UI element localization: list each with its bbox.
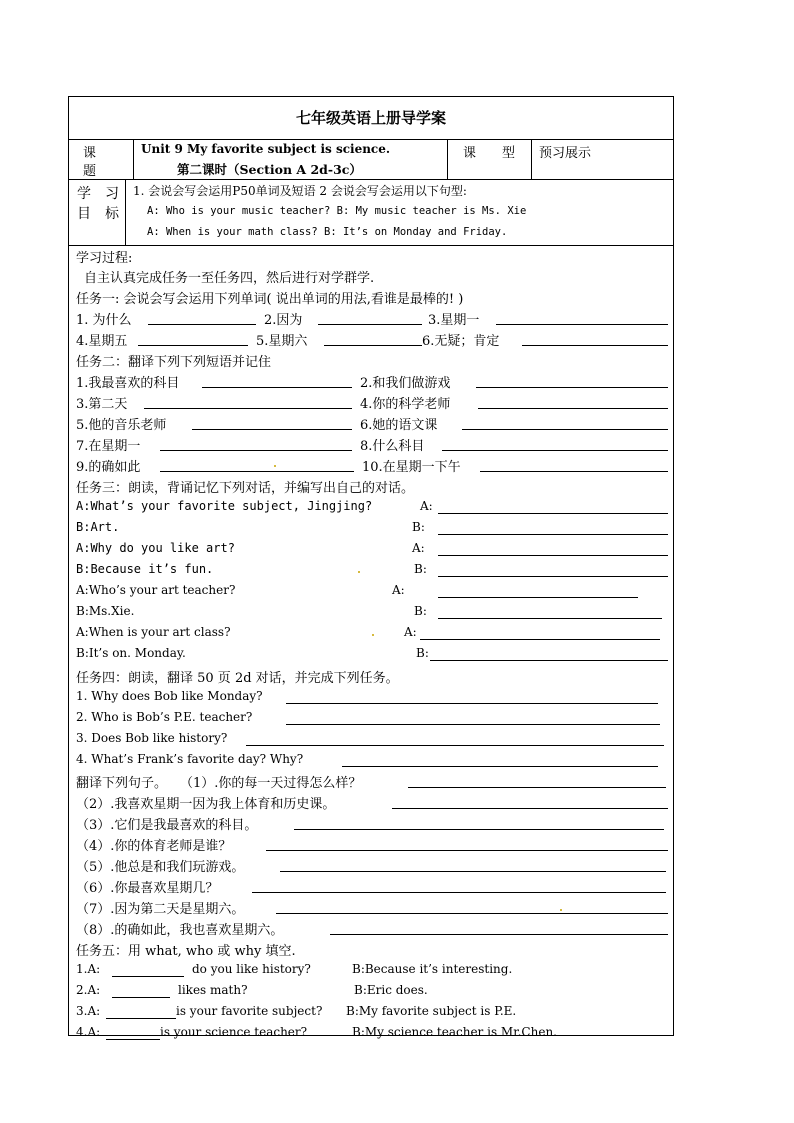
task4-answer-1[interactable] xyxy=(286,703,658,704)
task1-item-2: 2.因为 xyxy=(264,313,303,328)
task4-heading: 任务四：朗读，翻译 50 页 2d 对话，并完成下列任务。 xyxy=(76,671,399,686)
task5-row-1-answer: B:Because it’s interesting. xyxy=(352,962,513,976)
dialog-line-6: B:Ms.Xie. xyxy=(76,604,135,618)
task5-row-2-question: likes math? xyxy=(178,983,248,997)
goal-row xyxy=(69,179,673,246)
task2-blank-7[interactable] xyxy=(160,450,352,451)
task4-question-2: 2. Who is Bob’s P.E. teacher? xyxy=(76,710,253,724)
dialog-line-1: A:What’s your favorite subject, Jingjing? xyxy=(76,499,373,513)
translate-sentence-6: （6）.你最喜欢星期几？ xyxy=(76,881,219,896)
translate-answer-1[interactable] xyxy=(408,787,666,788)
task2-item-6: 6.她的语文课 xyxy=(360,418,438,433)
task2-item-3: 3.第二天 xyxy=(76,397,128,412)
task2-blank-10[interactable] xyxy=(480,471,668,472)
task4-answer-2[interactable] xyxy=(286,724,660,725)
task1-item-6: 6.无疑；肯定 xyxy=(422,334,500,349)
topic-row xyxy=(69,139,673,180)
task5-row-4-answer: B:My science teacher is Mr.Chen. xyxy=(352,1025,557,1039)
dialog-answer-label-2: B: xyxy=(412,520,425,534)
task2-item-9: 9.的确如此 xyxy=(76,460,141,475)
dialog-answer-label-5: A: xyxy=(392,583,405,597)
page-title: 七年级英语上册导学案 xyxy=(295,109,446,127)
task1-blank-1[interactable] xyxy=(148,324,256,325)
task1-blank-2[interactable] xyxy=(318,324,422,325)
dialog-line-5: A:Who’s your art teacher? xyxy=(76,583,236,597)
task1-item-5: 5.星期六 xyxy=(256,334,308,349)
translate-answer-5[interactable] xyxy=(280,871,666,872)
task2-blank-4[interactable] xyxy=(478,408,668,409)
dialog-line-2: B:Art. xyxy=(76,520,120,534)
task4-answer-3[interactable] xyxy=(246,745,664,746)
task1-item-4: 4.星期五 xyxy=(76,334,128,349)
goal-line-1: 1. 会说会写会运用P50单词及短语 2 会说会写会运用以下句型: xyxy=(133,184,467,198)
translate-sentence-1: （1）.你的每一天过得怎么样？ xyxy=(180,776,362,791)
translate-sentence-4: （4）.你的体育老师是谁？ xyxy=(76,839,232,854)
translate-answer-7[interactable] xyxy=(276,913,668,914)
worksheet xyxy=(68,96,674,1039)
dialog-answer-blank-6[interactable] xyxy=(438,618,662,619)
task2-item-1: 1.我最喜欢的科目 xyxy=(76,376,180,391)
task2-item-2: 2.和我们做游戏 xyxy=(360,376,451,391)
task1-blank-5[interactable] xyxy=(324,345,422,346)
task5-blank-3[interactable] xyxy=(106,1018,176,1019)
dialog-answer-label-7: A: xyxy=(404,625,417,639)
task2-blank-2[interactable] xyxy=(476,387,668,388)
task1-heading: 任务一: 会说会写会运用下列单词( 说出单词的用法,看谁是最棒的! ) xyxy=(76,292,464,307)
task2-item-7: 7.在星期一 xyxy=(76,439,141,454)
goal-label-2: 目 标 xyxy=(77,206,119,222)
task2-item-4: 4.你的科学老师 xyxy=(360,397,451,412)
translate-answer-4[interactable] xyxy=(266,850,668,851)
dialog-line-7: A:When is your art class? xyxy=(76,625,231,639)
translate-sentence-8: （8）.的确如此，我也喜欢星期六。 xyxy=(76,923,284,938)
translate-sentence-2: （2）.我喜欢星期一因为我上体育和历史课。 xyxy=(76,797,336,812)
dialog-answer-label-3: A: xyxy=(412,541,425,555)
translate-answer-2[interactable] xyxy=(392,808,668,809)
topic-label-1: 课 xyxy=(83,146,97,161)
task5-blank-4[interactable] xyxy=(106,1039,160,1040)
task5-row-4-question: is your science teacher? xyxy=(160,1025,308,1039)
translate-heading: 翻译下列句子。 xyxy=(76,776,168,791)
task4-question-3: 3. Does Bob like history? xyxy=(76,731,228,745)
translate-answer-3[interactable] xyxy=(294,829,664,830)
dialog-answer-blank-8[interactable] xyxy=(430,660,668,661)
task2-item-8: 8.什么科目 xyxy=(360,439,425,454)
task2-blank-3[interactable] xyxy=(144,408,352,409)
task5-row-3-question: is your favorite subject? xyxy=(176,1004,323,1018)
dialog-answer-label-1: A: xyxy=(420,499,433,513)
task5-row-2-answer: B:Eric does. xyxy=(354,983,428,997)
task1-item-1: 1. 为什么 xyxy=(76,313,132,328)
task2-heading: 任务二：翻译下列下列短语并记住 xyxy=(76,355,272,370)
task2-blank-1[interactable] xyxy=(202,387,352,388)
dialog-answer-label-4: B: xyxy=(414,562,427,576)
process-heading: 学习过程: xyxy=(76,251,133,266)
task1-blank-3[interactable] xyxy=(496,324,668,325)
task2-blank-5[interactable] xyxy=(192,429,352,430)
lesson-title: 第二课时（Section A 2d-3c） xyxy=(177,162,362,177)
unit-title: Unit 9 My favorite subject is science. xyxy=(141,142,391,156)
task5-blank-2[interactable] xyxy=(112,997,170,998)
task4-answer-4[interactable] xyxy=(342,766,658,767)
task5-row-1-question: do you like history? xyxy=(192,962,311,976)
dialog-line-4: B:Because it’s fun. xyxy=(76,562,214,576)
dialog-answer-blank-2[interactable] xyxy=(438,534,668,535)
title-row xyxy=(69,97,673,140)
task2-item-10: 10.在星期一下午 xyxy=(362,460,461,475)
process-intro: 自主认真完成任务一至任务四，然后进行对学群学. xyxy=(84,271,375,286)
task5-blank-1[interactable] xyxy=(112,976,184,977)
dialog-answer-blank-5[interactable] xyxy=(438,597,638,598)
task2-blank-9[interactable] xyxy=(160,471,354,472)
task1-blank-4[interactable] xyxy=(138,345,248,346)
dialog-line-8: B:It’s on. Monday. xyxy=(76,646,186,660)
task5-row-2-prefix: 2.A: xyxy=(76,983,101,997)
dialog-answer-blank-1[interactable] xyxy=(438,513,668,514)
dialog-answer-blank-4[interactable] xyxy=(438,576,668,577)
task5-row-1-prefix: 1.A: xyxy=(76,962,101,976)
goal-line-2: A: Who is your music teacher? B: My music teacher is Ms. Xie xyxy=(147,205,527,217)
translate-answer-6[interactable] xyxy=(252,892,666,893)
translate-sentence-7: （7）.因为第二天是星期六。 xyxy=(76,902,245,917)
goal-line-3: A: When is your math class? B: It’s on Monday and Friday. xyxy=(147,226,508,238)
dialog-answer-blank-3[interactable] xyxy=(438,555,668,556)
goal-label-1: 学 习 xyxy=(77,186,119,202)
dialog-answer-label-8: B: xyxy=(416,646,429,660)
type-value: 预习展示 xyxy=(539,146,592,161)
task5-row-4-prefix: 4.A: xyxy=(76,1025,101,1039)
task2-item-5: 5.他的音乐老师 xyxy=(76,418,167,433)
task1-blank-6[interactable] xyxy=(522,345,668,346)
task5-row-3-answer: B:My favorite subject is P.E. xyxy=(346,1004,517,1018)
task5-row-3-prefix: 3.A: xyxy=(76,1004,101,1018)
task2-blank-6[interactable] xyxy=(462,429,668,430)
task4-question-1: 1. Why does Bob like Monday? xyxy=(76,689,263,703)
type-label: 课 型 xyxy=(463,146,516,161)
task3-heading: 任务三：朗读，背诵记忆下列对话，并编写出自己的对话。 xyxy=(76,481,415,496)
translate-answer-8[interactable] xyxy=(330,934,668,935)
topic-label-2: 题 xyxy=(83,164,97,179)
translate-sentence-3: （3）.它们是我最喜欢的科目。 xyxy=(76,818,258,833)
task2-blank-8[interactable] xyxy=(442,450,668,451)
dialog-answer-label-6: B: xyxy=(414,604,427,618)
task4-question-4: 4. What’s Frank’s favorite day? Why? xyxy=(76,752,304,766)
translate-sentence-5: （5）.他总是和我们玩游戏。 xyxy=(76,860,245,875)
dialog-answer-blank-7[interactable] xyxy=(420,639,660,640)
dialog-line-3: A:Why do you like art? xyxy=(76,541,235,555)
task5-heading: 任务五：用 what, who 或 why 填空. xyxy=(76,944,296,959)
task1-item-3: 3.星期一 xyxy=(428,313,480,328)
